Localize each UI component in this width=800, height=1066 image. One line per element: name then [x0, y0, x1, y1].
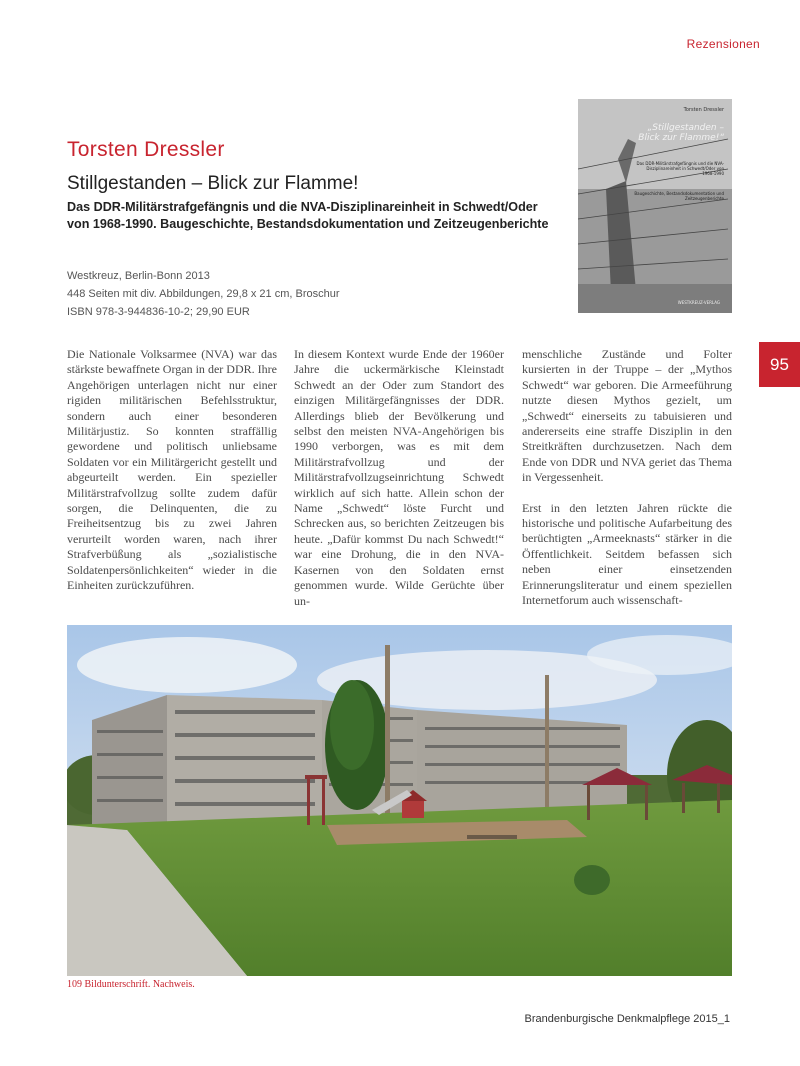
review-title: Stillgestanden – Blick zur Flamme!: [67, 173, 359, 194]
isbn-line: ISBN 978-3-944836-10-2; 29,90 EUR: [67, 306, 250, 318]
barracks-photo: [67, 625, 732, 976]
publication-info: [67, 267, 340, 321]
page-number: 95: [759, 342, 800, 387]
review-author: Torsten Dressler: [67, 138, 225, 161]
text-column-1: [67, 347, 277, 609]
book-cover: [578, 99, 732, 313]
cover-subtitle-2: Baugeschichte, Bestandsdokumentation und Zeitzeugenberichte: [634, 191, 724, 201]
publisher-line: Westkreuz, Berlin-Bonn 2013: [67, 270, 210, 282]
paragraph: menschliche Zustände und Folter kursierten in der Truppe – der „Mythos Schwedt“ war geboren. Die Armeeführung nutzte diesen Mythos gezielt, um „Schwedt“ einerseits zu tabuisieren und andererseits eine straffe Disziplin in den Streitkräften durchzusetzen. Nach dem Ende von DDR und NVA geriet das Thema in Vergessenheit.: [522, 347, 732, 485]
paragraph: Erst in den letzten Jahren rückte die historische und politische Aufarbeitung des berüchtigten „Armeeknasts“ stärker in die Öffentlichkeit. Seitdem befassen sich neben einer einsetzenden Erinnerungsliteratur und einem speziellen Internetforum auch wissenschaft-: [522, 500, 732, 608]
review-subtitle: Das DDR-Militärstrafgefängnis und die NVA-Disziplinareinheit in Schwedt/Oder von 1968-1990. Baugeschichte, Bestandsdokumentation und Zeitzeugenberichte: [67, 200, 549, 231]
page-footer: Brandenburgische Denkmalpflege 2015_1: [524, 1013, 730, 1025]
cover-publisher: WESTKREUZ-VERLAG: [677, 300, 720, 305]
photo-caption: 109 Bildunterschrift. Nachweis.: [67, 979, 195, 990]
text-column-3: [522, 347, 732, 624]
text-column-2: [294, 347, 504, 624]
cover-title: „Stillgestanden – Blick zur Flamme!“: [638, 123, 724, 143]
paragraph: In diesem Kontext wurde Ende der 1960er Jahre die uckermärkische Kleinstadt Schwedt an der Oder zum Standort des einzigen Militärgefängnisses der DDR. Allerdings blieb der Bevölkerung und selbst den meisten NVA-Angehörigen bis 1990 verborgen, was es mit dem Militärstrafvollzug und der Militärstrafvollzugseinrichtung Schwedt wirklich auf sich hatte. Allein schon der Name „Schwedt“ löste Furcht und Schrecken aus, so berichten Zeitzeugen bis heute. „Dafür kommst Du nach Schwedt!“ war eine Drohung, die in den NVA-Kasernen von den Soldaten ernst genommen wurde. Wilde Gerüchte über un-: [294, 347, 504, 608]
photo-illustration: [67, 625, 732, 976]
details-line: 448 Seiten mit div. Abbildungen, 29,8 x 21 cm, Broschur: [67, 288, 340, 300]
section-label: Rezensionen: [686, 37, 760, 51]
paragraph: Die Nationale Volksarmee (NVA) war das stärkste bewaffnete Organ in der DDR. Ihre Angehörigen unterlagen nicht nur einer rigiden militärischen Befehlsstruktur, sondern auch einer besonderen Militärjustiz. So konnten straffällig gewordene und politisch unliebsame Soldaten vor ein Militärgericht gestellt und abgeurteilt werden. Ein spezieller Militärstrafvollzug sollte zudem dafür sorgen, die Delinquenten, die zu Freiheitsentzug bis zu zwei Jahren verurteilt worden waren, nach ihrer Strafverbüßung als „sozialistische Soldatenpersönlichkeiten“ wieder in die Einheiten zurückzuführen.: [67, 347, 277, 593]
cover-author: Torsten Dressler: [683, 107, 724, 113]
cover-subtitle-1: Das DDR-Militärstrafgefängnis und die NVA-Disziplinareinheit in Schwedt/Oder von 1968-1990: [636, 161, 724, 176]
